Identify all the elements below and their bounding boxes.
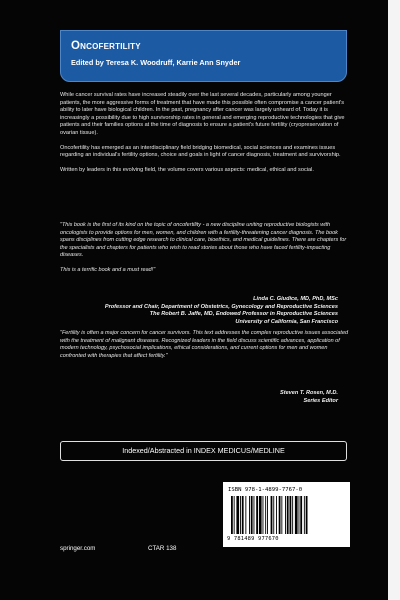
quote-text: "This book is the first of its kind on the topic of oncofertility - a new discipline uniting reproductive biologists with oncologists to provide options for men, women, and children with a fertility-threatening cancer diagnosis. The book spans disciplines from cutting edge research to clinical care, bioethics, and medical guidelines. There are chapters for the specialists and chapters for patients who wish to read stories about those who have faced fertility-impacting diseases. [60,222,347,259]
signature-author: Linda C. Giudice, MD, PhD, MSc [253,296,338,302]
description-paragraph: While cancer survival rates have increased steadily over the last several decades, particularly among younger patients, the more aggressive forms of treatment that have made this possible often compromise a cancer patient's ability to later have biological children. In the past, pregnancy after cancer was largely unheard of. Today it is increasingly a possibility due to high survivorship rates in general and emerging reproductive technologies that give patients and their families options at the time of diagnosis to ensure a patient's future fertility (cryopreservation of ovarian tissue). [60,92,345,136]
series-code: CTAR 138 [148,545,177,552]
endorsement-signature-1 [105,296,338,327]
barcode-icon [229,496,344,536]
description-block [60,92,350,181]
series-title-banner [60,30,347,82]
description-paragraph: Oncofertility has emerged as an interdisciplinary field bridging biomedical, social sciences and examines issues regarding an individual's fertility options, choice and goals in light of cancer diagnosis, treatment and survivorship. [60,144,341,159]
editors-line: Edited by Teresa K. Woodruff, Karrie Ann Snyder [71,58,241,67]
signature-affiliation: University of California, San Francisco [235,319,338,326]
signature-role: The Robert B. Jaffe, MD, Endowed Professor in Reproductive Sciences [149,311,338,318]
page-edge [388,0,400,600]
quote-closing: This is a terrific book and a must read!" [60,266,156,273]
isbn-label: ISBN 978-1-4899-7767-0 [228,487,303,493]
series-title: Oncofertility [71,40,141,52]
endorsement-signature-2 [280,390,338,405]
quote-text: "Fertility is often a major concern for cancer survivors. This text addresses the complex reproductive issues associated with the treatment of malignant diseases. Recognized leaders in the field discuss scientific advances, application of modern technology, psychosocial implications, ethical considerations, and current options for men and women confronted with therapies that affect fertility." [60,330,349,359]
endorsement-quote-2 [60,330,350,360]
index-notice: Indexed/Abstracted in INDEX MEDICUS/MEDLINE [60,441,347,461]
signature-role: Series Editor [303,397,338,404]
signature-author: Steven T. Rosen, M.D. [279,390,338,396]
signature-role: Professor and Chair, Department of Obstetrics, Gynecology and Reproductive Sciences [104,303,338,310]
description-paragraph: Written by leaders in this evolving field, the volume covers various aspects: medical, ethical and social. [60,166,314,173]
publisher-url[interactable]: springer.com [60,545,96,552]
barcode-digits: 9 781489 977670 [227,536,279,542]
barcode-panel [223,482,350,547]
endorsement-quote-1 [60,222,350,282]
